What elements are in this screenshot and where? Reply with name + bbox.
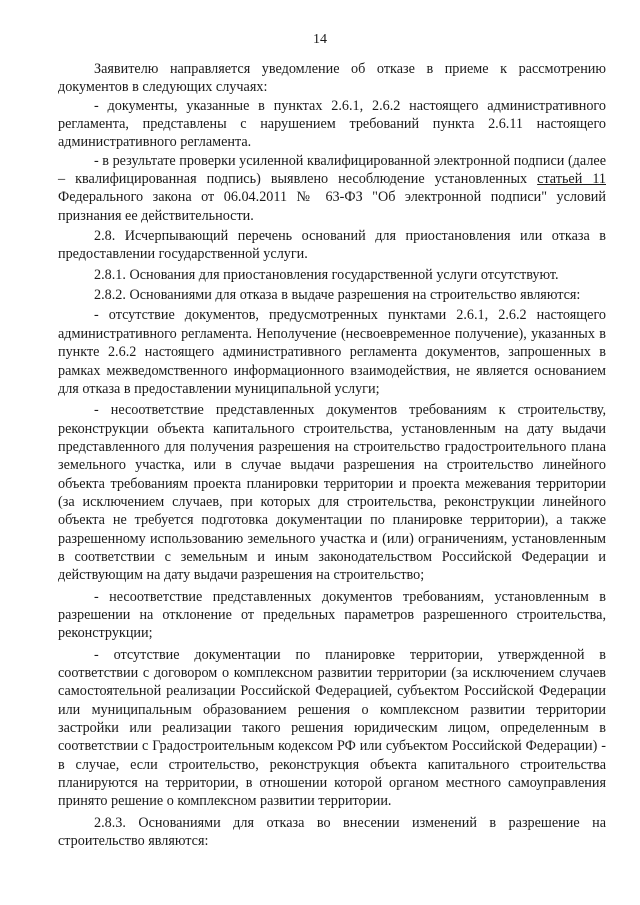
- paragraph-text: 2.8.3. Основаниями для отказа во внесении изменений в разрешение на строительство являются:: [58, 814, 606, 850]
- paragraph-missing-planning-docs: [58, 646, 606, 811]
- paragraph-text: 2.8.2. Основаниями для отказа в выдаче разрешения на строительство являются:: [94, 287, 581, 304]
- paragraph-text: 2.8.1. Основания для приостановления государственной услуги отсутствуют.: [94, 266, 559, 283]
- paragraph-missing-documents: [58, 306, 606, 398]
- paragraph-deviation-permit-mismatch: [58, 588, 606, 643]
- paragraph-text: - документы, указанные в пунктах 2.6.1, 2.6.2 настоящего административного регламента, представлены с нарушением требований пункта 2.6.11 настоящего административного регламента.: [58, 97, 606, 151]
- paragraph-text: Заявителю направляется уведомление об отказе в приеме к рассмотрению документов в следующих случаях:: [58, 61, 606, 96]
- paragraph-text: - отсутствие документов, предусмотренных пунктами 2.6.1, 2.6.2 настоящего административного регламента. Неполучение (несвоевременное получение), указанных в пункте 2.6.2 настоящего административного регламента документов, запрошенных в рамках межведомственного информационного взаимодействия, не является основанием для отказа в предоставлении муниципальной услуги;: [58, 307, 606, 397]
- document-body: [58, 60, 606, 850]
- section-2-8-2: [58, 286, 606, 304]
- section-2-8-1: [58, 266, 606, 284]
- paragraph-text: - в результате проверки усиленной квалифицированной электронной подписи (далее – квалифицированная подпись) выявлено несоблюдение установленных: [58, 152, 606, 188]
- paragraph-text: Федерального закона от 06.04.2011 № 63-ФЗ "Об электронной подписи" условий признания ее действительности.: [58, 189, 606, 224]
- paragraph-text: 2.8. Исчерпывающий перечень оснований для приостановления или отказа в предоставлении государственной услуги.: [58, 228, 606, 263]
- paragraph-refusal-notice-intro: [58, 60, 606, 97]
- paragraph-text: - несоответствие представленных документов требованиям к строительству, реконструкции объекта капитального строительства, установленным на дату выдачи представленного для получения разрешения на строительство градостроительного плана земельного участка, или в случае выдачи разрешения на строительство линейного объекта требованиям проекта планировки территории и проекта межевания территории (за исключением случаев, при которых для строительства, реконструкции линейного объекта не требуется подготовка документации по планировке территории), а также разрешенному использованию земельного участка и (или) ограничениям, установленным в соответствии с земельным и иным законодательством Российской Федерации и действующим на дату выдачи разрешения на строительство;: [58, 402, 606, 584]
- paragraph-documents-violation: [58, 97, 606, 152]
- paragraph-signature-check: [58, 152, 606, 225]
- page-number: 14: [313, 32, 327, 47]
- section-2-8-3: [58, 814, 606, 851]
- paragraph-text: - отсутствие документации по планировке территории, утвержденной в соответствии с договором о комплексном развитии территории (за исключением случаев самостоятельной реализации Российской Федерацией, субъектом Российской Федерации или муниципальным образованием решения о комплексном развитии территории застройки или реализации такого решения юридическим лицом, определенным в соответствии с Градостроительным кодексом РФ или субъектом Российской Федерации) - в случае, если строительство, реконструкция объекта капитального строительства планируются на территории, в отношении которой органом местного самоуправления принято решение о комплексном развитии территории.: [58, 646, 606, 810]
- article-11-link[interactable]: статьей 11: [537, 171, 606, 188]
- paragraph-requirements-mismatch: [58, 401, 606, 584]
- section-2-8-heading: [58, 227, 606, 264]
- paragraph-text: - несоответствие представленных документов требованиям, установленным в разрешении на отклонение от предельных параметров разрешенного строительства, реконструкции;: [58, 588, 606, 642]
